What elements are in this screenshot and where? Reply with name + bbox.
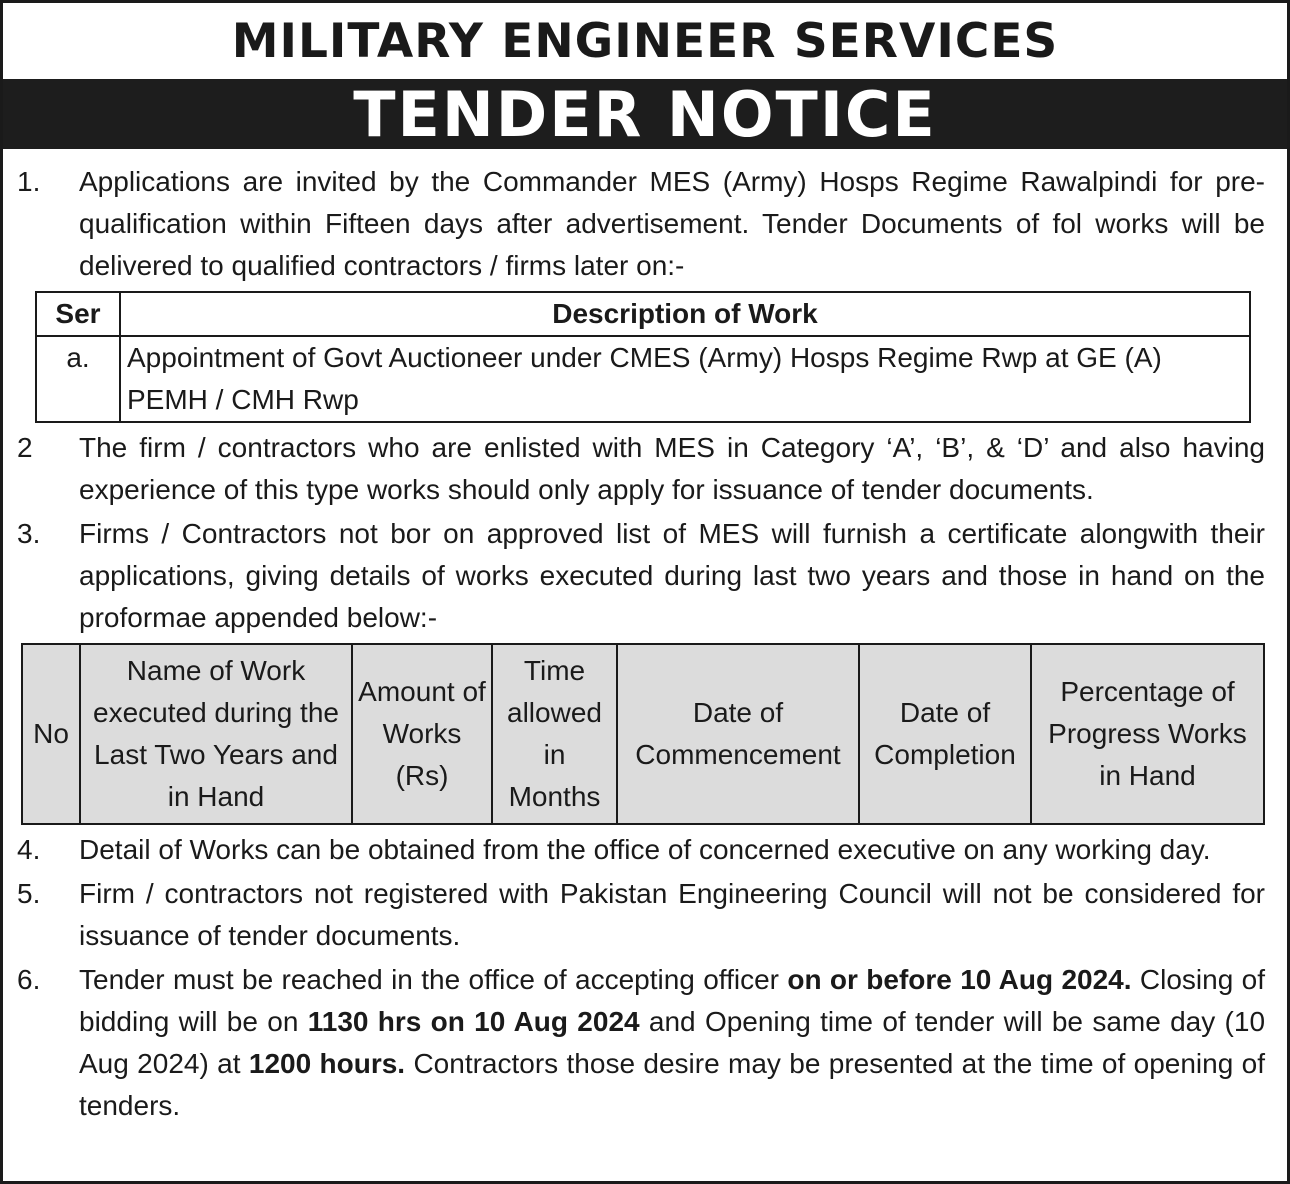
para-number: 5. <box>17 878 41 909</box>
para-2 <box>17 427 1265 511</box>
closing-time: 1130 hrs on 10 Aug 2024 <box>307 1006 640 1037</box>
text-run: Contractors those desire may be presented at the time of opening of tenders. <box>79 1048 1265 1121</box>
para-text: Detail of Works can be obtained from the office of concerned executive on any working day. <box>79 834 1211 865</box>
works-table <box>35 291 1251 423</box>
text-run: Closing of bidding will be on <box>79 964 1266 1037</box>
table-header-row <box>36 292 1250 336</box>
para-number: 2 <box>17 432 33 463</box>
col-ser: Ser <box>36 292 120 336</box>
para-number: 6. <box>17 964 41 995</box>
col-description: Description of Work <box>120 292 1250 336</box>
para-4 <box>17 829 1265 871</box>
deadline-date: on or before 10 Aug 2024. <box>787 964 1132 995</box>
col-name-of-work: Name of Work executed during the Last Two Years and in Hand <box>80 644 352 824</box>
para-text: The firm / contractors who are enlisted with MES in Category ‘A’, ‘B’, & ‘D’ and also having experience of this type works should only apply for issuance of tender documents. <box>79 432 1265 505</box>
org-heading: MILITARY ENGINEER SERVICES <box>231 13 1059 69</box>
proforma-header-row <box>22 644 1264 824</box>
para-3 <box>17 513 1265 639</box>
col-time-allowed: Time allowed in Months <box>492 644 617 824</box>
col-date-commencement: Date of Commencement <box>617 644 859 824</box>
para-1 <box>17 161 1265 287</box>
notice-body <box>3 149 1287 1127</box>
text-run: Tender must be reached in the office of accepting officer <box>79 964 788 995</box>
cell-description: Appointment of Govt Auctioneer under CMES (Army) Hosps Regime Rwp at GE (A) PEMH / CMH Rwp <box>120 336 1250 422</box>
cell-ser: a. <box>36 336 120 422</box>
para-6 <box>17 959 1265 1127</box>
para-text: Applications are invited by the Commander MES (Army) Hosps Regime Rawalpindi for pre-qualification within Fifteen days after advertisement. Tender Documents of fol works will be delivered to qualified contractors / firms later on:- <box>79 166 1265 281</box>
para-text: Firms / Contractors not bor on approved list of MES will furnish a certificate alongwith their applications, giving details of works executed during last two years and those in hand on the proformae appended below:- <box>79 518 1265 633</box>
para-number: 4. <box>17 834 41 865</box>
text-run: and Opening time of tender will be same day (10 Aug 2024) at <box>79 1006 1266 1079</box>
notice-title: TENDER NOTICE <box>3 79 1287 149</box>
opening-time: 1200 hours. <box>248 1048 406 1079</box>
col-no: No <box>22 644 80 824</box>
col-date-completion: Date of Completion <box>859 644 1031 824</box>
col-percentage-progress: Percentage of Progress Works in Hand <box>1031 644 1264 824</box>
para-5 <box>17 873 1265 957</box>
para-number: 3. <box>17 518 41 549</box>
para-text: Firm / contractors not registered with Pakistan Engineering Council will not be considered for issuance of tender documents. <box>79 878 1265 951</box>
para-text <box>79 959 1265 1127</box>
proforma-table <box>21 643 1265 825</box>
table-row <box>36 336 1250 422</box>
para-number: 1. <box>17 166 41 197</box>
col-amount: Amount of Works (Rs) <box>352 644 492 824</box>
